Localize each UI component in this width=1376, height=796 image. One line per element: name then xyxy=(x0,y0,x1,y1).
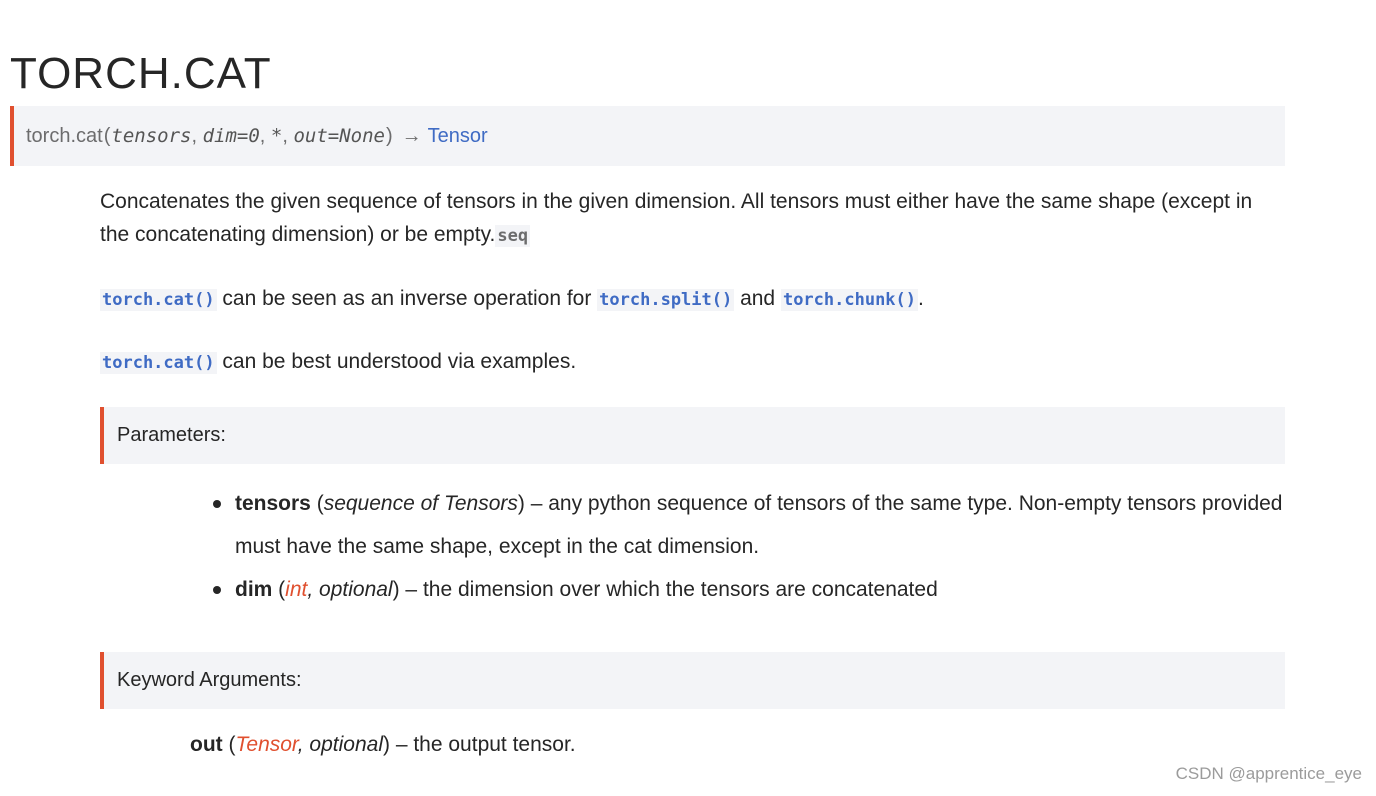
description-paragraph-3 xyxy=(100,345,1280,380)
text-fragment: . xyxy=(918,287,924,310)
param-description: – the dimension over which the tensors are concatenated xyxy=(399,578,938,601)
link-torch-chunk[interactable]: torch.chunk() xyxy=(782,290,917,310)
page-title: TORCH.CAT xyxy=(10,49,272,99)
description-paragraph-2 xyxy=(100,282,1280,317)
function-signature: torch.cat ( tensors , dim=0 , * , out=None ) → Tensor xyxy=(10,106,1285,166)
param-type-rest: , optional xyxy=(307,578,393,601)
return-type-link[interactable]: Tensor xyxy=(427,124,488,147)
signature-close-paren: ) xyxy=(386,124,393,147)
param-tensors: tensors xyxy=(111,125,192,147)
inline-code-seq: seq xyxy=(497,226,529,246)
description-text: Concatenates the given sequence of tensors in the given dimension. All tensors must either have the same shape (except in the concatenating dimension) or be empty. xyxy=(100,190,1253,246)
parameters-header: Parameters: xyxy=(100,407,1285,464)
type-link-tensor[interactable]: Tensor xyxy=(235,733,298,756)
kwarg-name-out: out xyxy=(190,733,223,756)
type-link-int[interactable]: int xyxy=(285,578,308,601)
paren: ) xyxy=(517,492,525,515)
paren: ( xyxy=(222,733,236,756)
param-star: * xyxy=(270,125,283,147)
text-fragment: and xyxy=(734,287,781,310)
parameters-list xyxy=(205,482,1295,611)
param-dim: dim=0 xyxy=(202,125,260,147)
function-name: torch.cat xyxy=(26,124,103,147)
kwarg-type-rest: , optional xyxy=(297,733,383,756)
paren: ( xyxy=(310,492,324,515)
list-item xyxy=(235,482,1295,568)
link-torch-split[interactable]: torch.split() xyxy=(599,290,733,310)
keyword-argument-out xyxy=(190,728,576,761)
param-name-tensors: tensors xyxy=(235,492,311,515)
link-torch-cat[interactable]: torch.cat() xyxy=(102,290,215,310)
paren: ( xyxy=(272,578,286,601)
watermark: CSDN @apprentice_eye xyxy=(1175,764,1362,783)
kwarg-description: – the output tensor. xyxy=(390,733,576,756)
paren: ) xyxy=(383,733,390,756)
param-name-dim: dim xyxy=(235,578,273,601)
return-arrow: → xyxy=(401,124,422,147)
signature-open-paren: ( xyxy=(103,124,111,147)
param-description: – any python sequence of tensors of the same type. Non-empty tensors provided must have the same shape, except in the cat dimension. xyxy=(235,492,1283,558)
text-fragment: can be seen as an inverse operation for xyxy=(216,287,598,310)
link-torch-cat-2[interactable]: torch.cat() xyxy=(102,353,215,373)
description-paragraph-1 xyxy=(100,185,1280,253)
param-out: out=None xyxy=(293,125,385,147)
list-item xyxy=(235,568,1295,611)
keyword-arguments-header: Keyword Arguments: xyxy=(100,652,1285,709)
text-fragment: can be best understood via examples. xyxy=(216,350,577,373)
paren: ) xyxy=(392,578,400,601)
param-type: sequence of Tensors xyxy=(323,492,518,515)
